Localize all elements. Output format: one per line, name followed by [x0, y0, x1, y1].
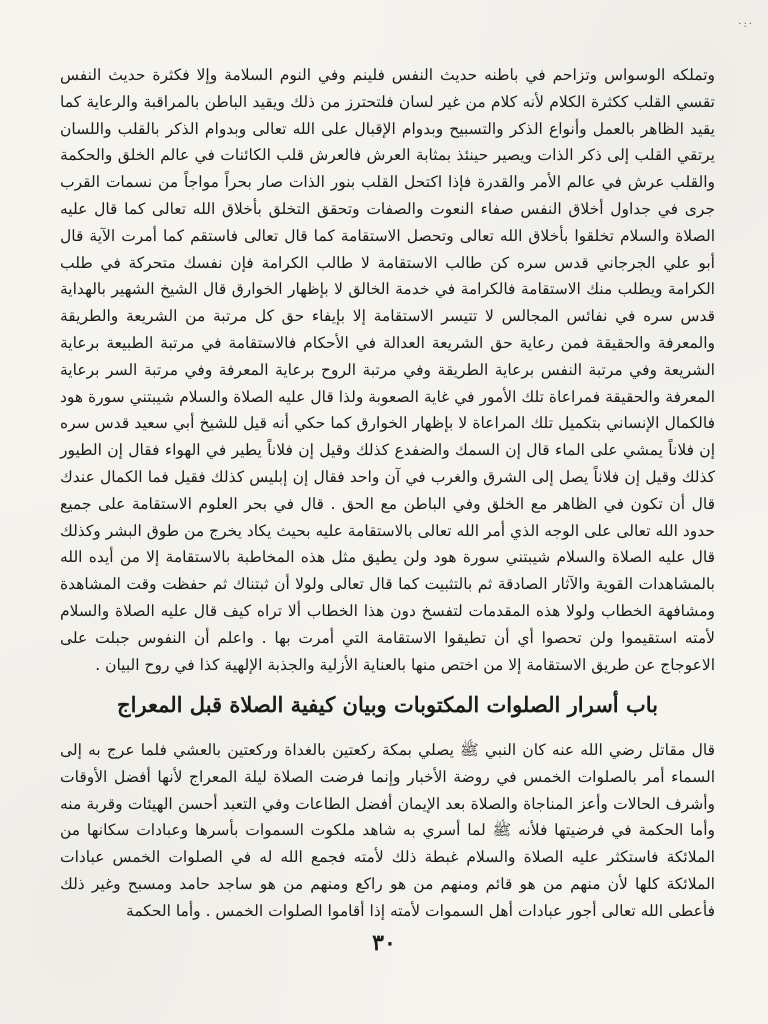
top-paragraph: وتملكه الوسواس وتزاحم في باطنه حديث النفس فلينم وفي النوم السلامة وإلا فكثرة حديث النفس تقسي القلب ككثرة الكلام لأنه كلام من غير لسان فلتحترز من ذلك ويقيد الباطن بالمراقبة والرعاية كما يقيد الظاهر بالعمل وأنواع الذكر والتسبيح وبدوام الإقبال على الله تعالى وبدوام الذكر بالقلب واللسان يرتقي القلب إلى ذكر الذات ويصير حينئذ بمثابة العرش فالعرش قلب الكائنات في عالم الخلق والحكمة والقلب عرش في عالم الأمر والقدرة فإذا اكتحل القلب بنور الذات صار بحراً مواجاً من نسمات القرب جرى في جداول أخلاق النفس صفاء النعوت والصفات وتحقق التخلق بأخلاق الله تعالى كما قال عليه الصلاة والسلام تخلقوا بأخلاق الله تعالى وتحصل الاستقامة كما قال تعالى فاستقم كما أمرت الآية قال أبو علي الجرجاني قدس سره كن طالب الاستقامة لا طالب الكرامة فإن نفسك متحركة في طلب الكرامة ويطلب منك الاستقامة فالكرامة في خدمة الخالق لا بإظهار الخوارق قال الشيخ الشهير بالهداية قدس سره في نفائس المجالس لا تتيسر الاستقامة إلا بإيفاء حق كل مرتبة من الشريعة والطريقة والمعرفة والحقيقة فمن رعاية حق الشريعة العدالة في الأحكام فالاستقامة في مرتبة الطبيعة برعاية الشريعة وفي مرتبة النفس برعاية الطريقة وفي مرتبة الروح برعاية المعرفة وفي مرتبة السر برعاية المعرفة والحقيقة فمراعاة تلك الأمور في غاية الصعوبة ولذا قال عليه الصلاة والسلام شيبتني سورة هود فالكمال الإنساني بتكميل تلك المراعاة لا بإظهار الخوارق كما حكي أنه قيل للشيخ أبي سعيد قدس سره إن فلاناً يمشي على الماء قال إن السمك والضفدع كذلك وقيل إن فلاناً يطير في الهواء فقال إن الطيور كذلك وقيل إن فلاناً يصل إلى الشرق والغرب في آن واحد فقال إن إبليس كذلك فقيل فما الكمال عندك قال أن تكون في الظاهر مع الخلق وفي الباطن مع الحق . قال في بحر العلوم الاستقامة على جميع حدود الله تعالى على الوجه الذي أمر الله تعالى بالاستقامة عليه بحيث يكاد يخرج من طوق البشر وكذلك قال عليه الصلاة والسلام شيبتني سورة هود ولن يطيق مثل هذه المخاطبة بالاستقامة إلا من أيده الله بالمشاهدات القوية والآثار الصادقة ثم بالتثبيت كما قال تعالى ولولا أن ثبتناك ثم حفظت وقت المشاهدة ومشافهة الخطاب ولولا هذه المقدمات لتفسخ دون هذا الخطاب ألا تراه كيف قال عليه الصلاة والسلام لأمته استقيموا ولن تحصوا أي أن تطيقوا الاستقامة التي أمرت بها . واعلم أن النفوس جبلت على الاعوجاج عن طريق الاستقامة إلا من اختص منها بالعناية الأزلية والجذبة الإلهية كذا في روح البيان . [60, 66, 715, 674]
page-number: ٣٠ [372, 930, 396, 956]
print-speck: ·:· [738, 19, 754, 30]
bottom-paragraph: قال مقاتل رضي الله عنه كان النبي ﷺ يصلي بمكة ركعتين بالغداة وركعتين بالعشي فلما عرج به إلى السماء أمر بالصلوات الخمس في روضة الأخبار وإنما فرضت الصلاة ليلة المعراج لأنها أفضل الأوقات وأشرف الحالات وأعز المناجاة والصلاة بعد الإيمان أفضل الطاعات وفي التعبد أحسن الهيئات وقربة منه وأما الحكمة في فرضيتها فلأنه ﷺ لما أسري به شاهد ملكوت السموات بأسرها وعبادات سكانها من الملائكة فاستكثر عليه الصلاة والسلام غبطة ذلك لأمته فجمع الله له في الصلوات الخمس عبادات الملائكة كلها لأن منهم من هو قائم ومنهم من هو راكع ومنهم من هو ساجد حامد ومسبح وغير ذلك فأعطى الله تعالى أجور عبادات أهل السموات لأمته إذا أقاموا الصلوات الخمس . وأما الحكمة [60, 741, 715, 920]
chapter-title: باب أسرار الصلوات المكتوبات وبيان كيفية الصلاة قبل المعراج [117, 692, 658, 717]
